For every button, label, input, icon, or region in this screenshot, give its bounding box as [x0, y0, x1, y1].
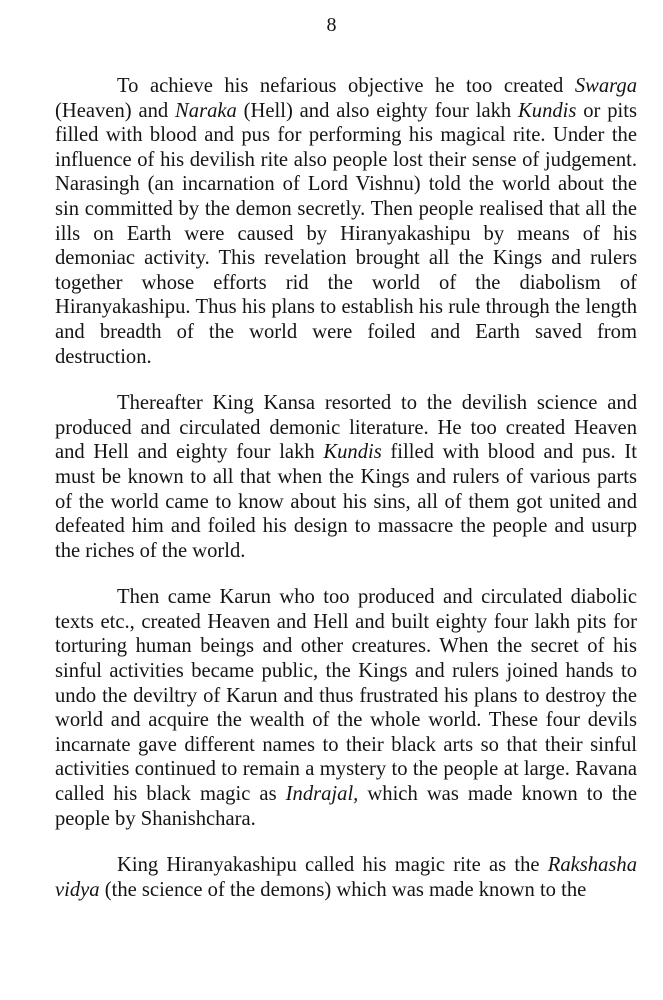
text-run: Thereafter King Kansa resorted to the devilish science and produced and circulated demonic literature. He too created Heaven and Hell and eighty four lakh — [55, 392, 637, 464]
italic-term: Kundis — [518, 99, 577, 122]
italic-term: Swarga — [574, 75, 637, 97]
italic-term: Indrajal, — [285, 783, 359, 806]
paragraph — [55, 853, 637, 902]
text-run: which was made known to the people by Shanishchara. — [55, 783, 637, 830]
paragraph — [55, 391, 637, 563]
text-run: or pits filled with blood and pus for performing his magical rite. Under the influence of his devilish rite also people lost their sense of judgement. Narasingh (an incarnation of Lord Vishnu) told the world about the sin committed by the demon secretly. Then people realised that all the ills on Earth were caused by Hiranyakashipu by means of his demoniac activity. This revelation brought all the Kings and rulers together whose efforts rid the world of the diabolism of Hiranyakashipu. Thus his plans to establish his rule through the length and breadth of the world were foiled and Earth saved from destruction. — [55, 99, 637, 368]
text-run: Then came Karun who too produced and circulated diabolic texts etc., created Heaven and Hell and built eighty four lakh pits for torturing human beings and other creatures. When the secret of his sinful activities became public, the Kings and rulers joined hands to undo the deviltry of Karun and thus frustrated his plans to destroy the world and acquire the wealth of the whole world. These four devils incarnate gave different names to their black arts so that their sinful activities continued to remain a mystery to the people at large. Ravana called his black magic as — [55, 586, 637, 806]
paragraph — [55, 585, 637, 831]
italic-term: Rakshasha vidya — [55, 854, 637, 901]
italic-term: Kundis — [323, 441, 382, 464]
text-run: filled with blood and pus. It must be known to all that when the Kings and rulers of various parts of the world came to know about his sins, all of them got united and defeated him and foiled his design to massacre the people and usurp the riches of the world. — [55, 441, 637, 562]
page-number: 8 — [326, 14, 337, 36]
paragraph — [55, 74, 637, 369]
text-run: King Hiranyakashipu called his magic rite as the — [117, 854, 548, 877]
text-run: (the science of the demons) which was made known to the — [99, 878, 587, 901]
text-run: (Hell) and also eighty four lakh — [236, 99, 519, 122]
text-run: (Heaven) and — [55, 99, 176, 122]
italic-term: Naraka — [175, 99, 237, 122]
text-run: To achieve his nefarious objective he too created — [117, 75, 575, 97]
body-text — [55, 74, 637, 902]
